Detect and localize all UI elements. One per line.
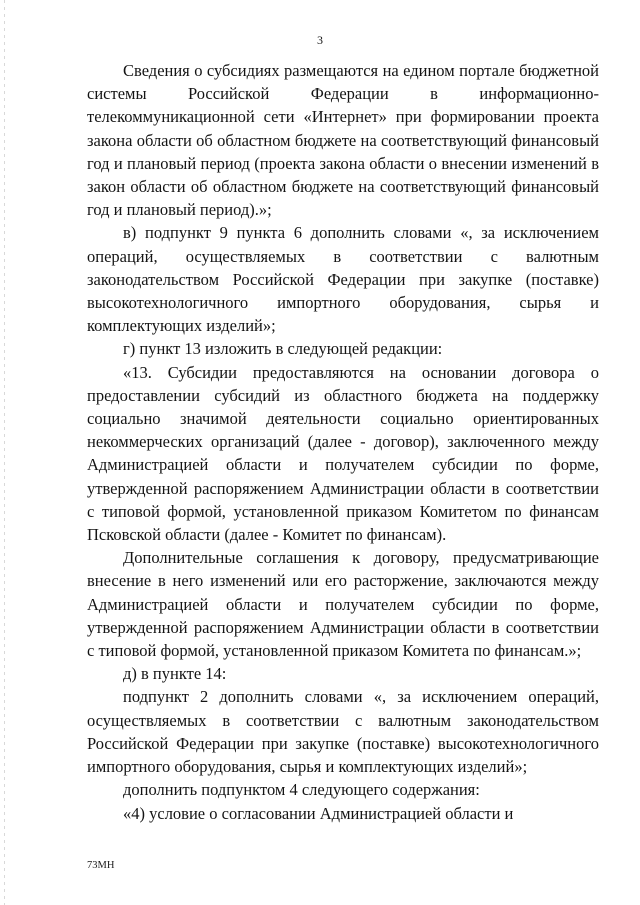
paragraph-subclause-v: в) подпункт 9 пункта 6 дополнить словами «, за исключением операций, осуществляемых в соответствии с валютным законодательством Российской Федерации при закупке (поставке) высокотехнологичного импортного оборудования, сырья и комплектующих изделий»; [87, 223, 599, 336]
paragraph-subsidy-info: Сведения о субсидиях размещаются на едином портале бюджетной системы Российской Федерации в информационно-телекоммуникационной сети «Интернет» при формировании проекта закона области об областном бюджете на соответствующий финансовый год и плановый период (проекта закона области о внесении изменений в закон области об областном бюджете на соответствующий финансовый год и плановый период).»; [87, 61, 599, 220]
page-number: 3 [317, 33, 323, 47]
paragraph-subclause-d: д) в пункте 14: [123, 664, 227, 684]
footer-document-code: 73МН [87, 860, 115, 871]
paragraph-add-subitem-4: дополнить подпунктом 4 следующего содержания: [123, 780, 480, 800]
paragraph-subitem-4-start: «4) условие о согласовании Администрацией области и [123, 803, 514, 823]
document-body [87, 59, 599, 825]
paragraph-subitem-2: подпункт 2 дополнить словами «, за исключением операций, осуществляемых в соответствии с валютным законодательством Российской Федерации при закупке (поставке) высокотехнологичного импортного оборудования, сырья и комплектующих изделий»; [87, 687, 599, 777]
paragraph-subclause-g: г) пункт 13 изложить в следующей редакции: [123, 339, 443, 359]
paragraph-item-13: «13. Субсидии предоставляются на основании договора о предоставлении субсидий из областного бюджета на поддержку социально значимой деятельности социально ориентированных некоммерческих организаций (далее - договор), заключенного между Администрацией области и получателем субсидии по форме, утвержденной распоряжением Администрации области в соответствии с типовой формой, установленной приказом Комитетом по финансам Псковской области (далее - Комитет по финансам). [87, 362, 599, 545]
scan-edge-line [4, 0, 5, 905]
paragraph-additional-agreements: Дополнительные соглашения к договору, предусматривающие внесение в него изменений или его расторжение, заключаются между Администрацией области и получателем субсидии по форме, утвержденной распоряжением Администрации области в соответствии с типовой формой, установленной приказом Комитета по финансам.»; [87, 548, 599, 661]
